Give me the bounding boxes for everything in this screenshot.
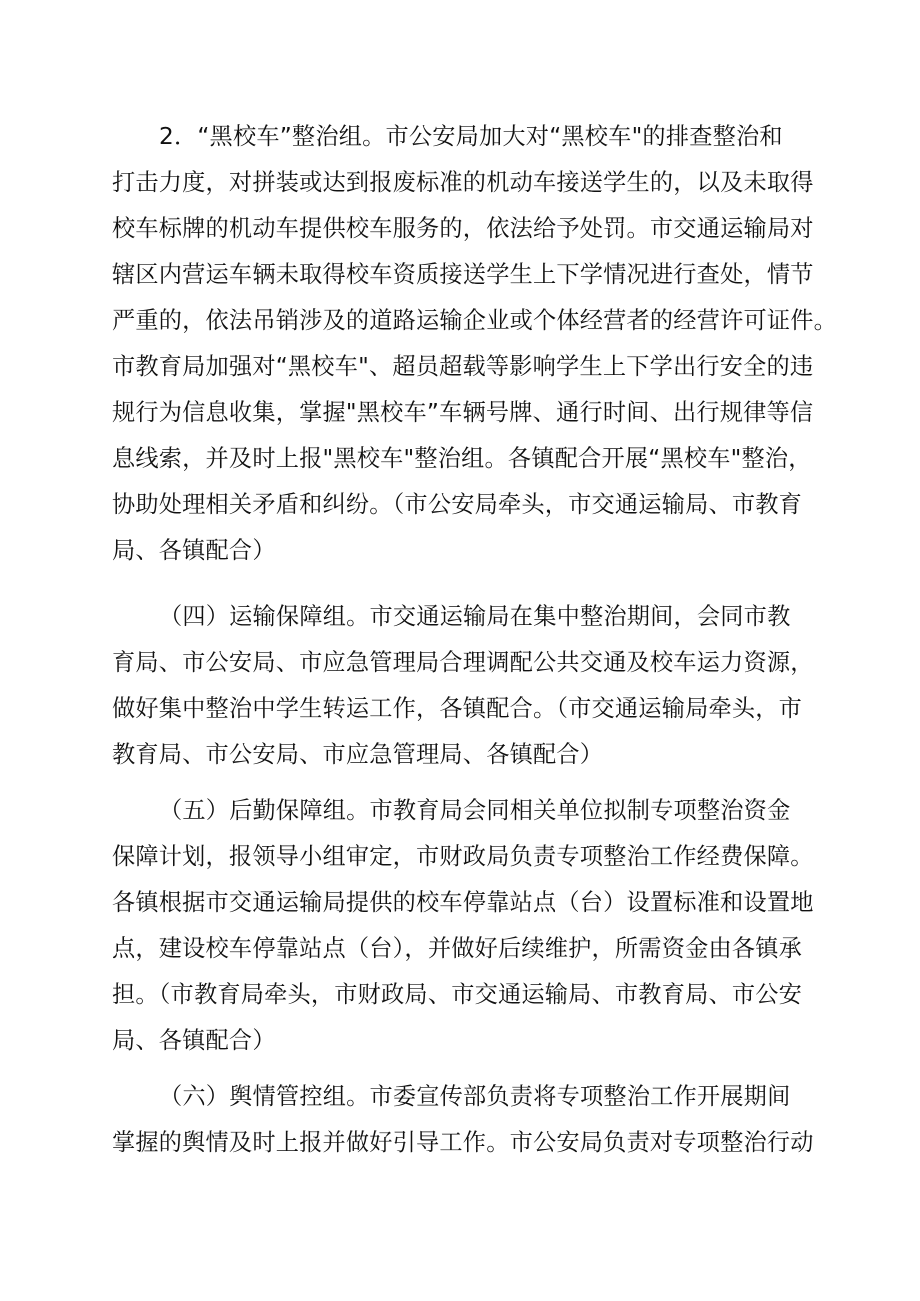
paragraph-line: 育局、市公安局、市应急管理局合理调配公共交通及校车运力资源， <box>112 649 814 676</box>
paragraph-line: 掌握的舆情及时上报并做好引导工作。市公安局负责对专项整治行动 <box>112 1129 814 1156</box>
paragraph-line: 严重的，依法吊销涉及的道路运输企业或个体经营者的经营许可证件。 <box>112 307 838 334</box>
paragraph-line: 教育局、市公安局、市应急管理局、各镇配合） <box>112 741 604 768</box>
paragraph-line: 保障计划，报领导小组审定，市财政局负责专项整治工作经费保障。 <box>112 843 814 870</box>
paragraph-line: 担。（市教育局牵头，市财政局、市交通运输局、市教育局、市公安 <box>112 981 803 1008</box>
paragraph-line: 规行为信息收集，掌握"黑校车”车辆号牌、通行时间、出行规律等信 <box>112 399 814 426</box>
paragraph-line: 辖区内营运车辆未取得校车资质接送学生上下学情况进行查处，情节 <box>112 261 814 288</box>
paragraph-line: 各镇根据市交通运输局提供的校车停靠站点（台）设置标准和设置地 <box>112 889 814 916</box>
paragraph-line: 协助处理相关矛盾和纠纷。（市公安局牵头，市交通运输局、市教育 <box>112 491 803 518</box>
paragraph-line: 局、各镇配合） <box>112 1027 276 1054</box>
paragraph-line: 市教育局加强对“黑校车"、超员超载等影响学生上下学出行安全的违 <box>112 353 814 380</box>
paragraph-line: 息线索，并及时上报"黑校车"整治组。各镇配合开展“黑校车"整治， <box>112 445 812 472</box>
paragraph-line: （四）运输保障组。市交通运输局在集中整治期间，会同市教 <box>159 603 791 630</box>
paragraph-line: 校车标牌的机动车提供校车服务的，依法给予处罚。市交通运输局对 <box>112 215 814 242</box>
paragraph-line: 2．“黑校车”整治组。市公安局加大对“黑校车"的排查整治和 <box>159 123 783 150</box>
paragraph-line: 做好集中整治中学生转运工作，各镇配合。（市交通运输局牵头，市 <box>112 695 803 722</box>
paragraph-line: 局、各镇配合） <box>112 537 276 564</box>
paragraph-line: （五）后勤保障组。市教育局会同相关单位拟制专项整治资金 <box>159 797 791 824</box>
paragraph-line: （六）舆情管控组。市委宣传部负责将专项整治工作开展期间 <box>159 1083 791 1110</box>
paragraph-line: 点，建设校车停靠站点（台），并做好后续维护，所需资金由各镇承 <box>112 935 803 962</box>
paragraph-line: 打击力度，对拼装或达到报废标准的机动车接送学生的，以及未取得 <box>112 169 814 196</box>
